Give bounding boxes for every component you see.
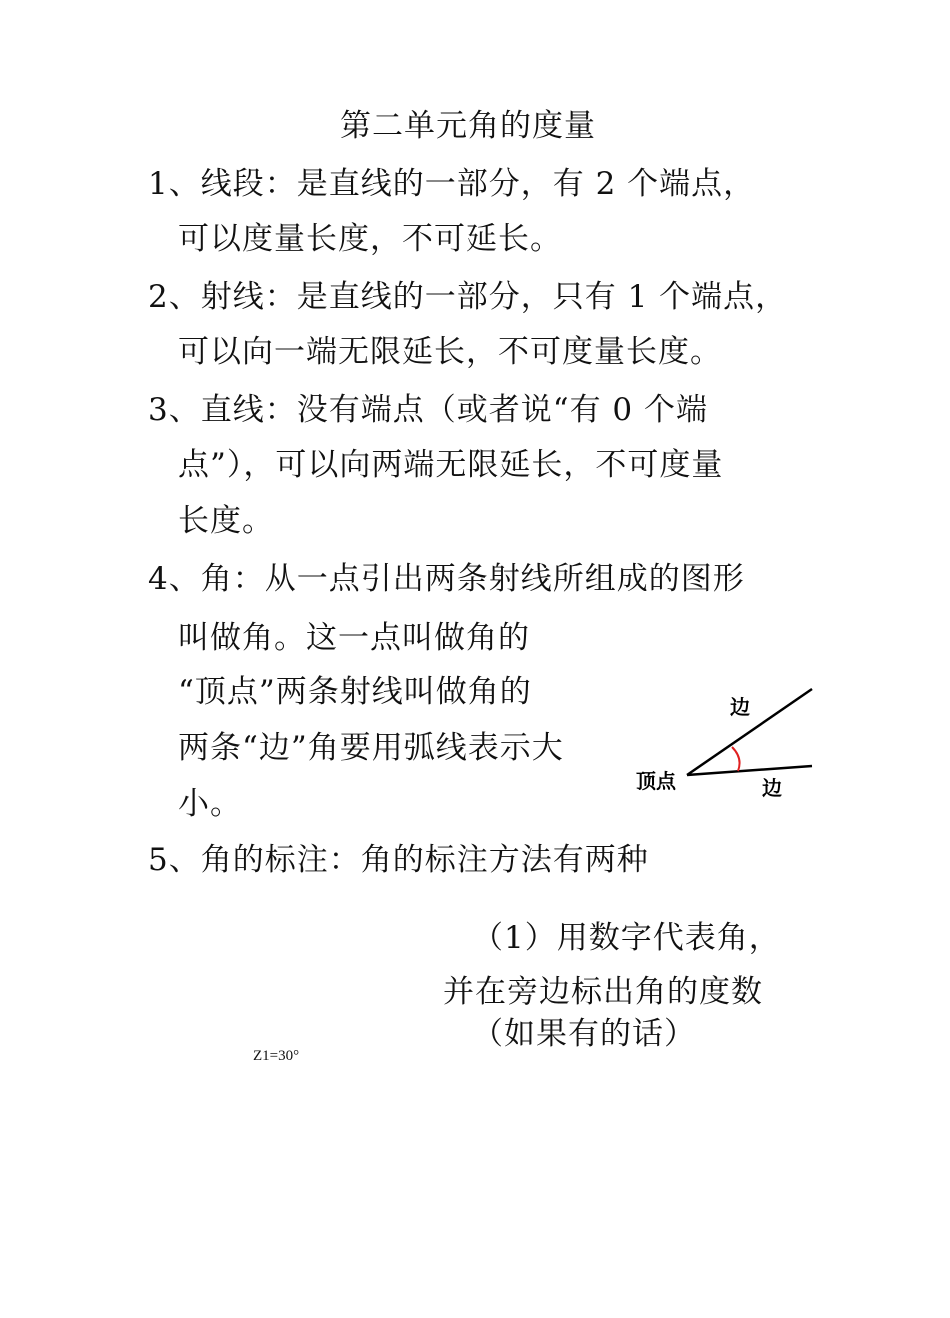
item-5-line-4: （如果有的话） (472, 1016, 696, 1052)
item-2-line-2: 可以向一端无限延长，不可度量长度。 (178, 334, 722, 370)
item-3-line-1: 3、直线：没有端点（或者说“有 0 个端 (148, 392, 709, 428)
item-4-line-2: 叫做角。这一点叫做角的 (178, 620, 530, 656)
item-4-line-1: 4、角：从一点引出两条射线所组成的图形 (148, 561, 745, 597)
item-1-line-2: 可以度量长度，不可延长。 (178, 221, 562, 257)
item-5-line-2: （1）用数字代表角， (472, 920, 781, 956)
page-title: 第二单元角的度量 (340, 108, 596, 144)
vertex-label: 顶点 (636, 769, 676, 793)
angle-diagram (630, 680, 820, 800)
side-label-bottom: 边 (762, 776, 782, 800)
angle-arc (732, 747, 740, 771)
item-4-line-4: 两条“边”角要用弧线表示大 (178, 730, 564, 766)
item-2-line-1: 2、射线：是直线的一部分，只有 1 个端点， (148, 279, 788, 315)
item-4-line-3: “顶点”两条射线叫做角的 (178, 674, 532, 710)
item-4-line-5: 小。 (178, 786, 242, 822)
angle-example-label: Z1=30° (253, 1048, 300, 1064)
item-5-line-1: 5、角的标注：角的标注方法有两种 (148, 842, 649, 878)
item-3-line-2: 点”），可以向两端无限延长，不可度量 (178, 447, 724, 483)
item-1-line-1: 1、线段：是直线的一部分，有 2 个端点， (148, 166, 756, 202)
angle-ray-bottom (687, 766, 812, 775)
item-5-line-3: 并在旁边标出角的度数 (443, 974, 763, 1010)
item-3-line-3: 长度。 (178, 503, 274, 539)
side-label-top: 边 (730, 695, 750, 719)
